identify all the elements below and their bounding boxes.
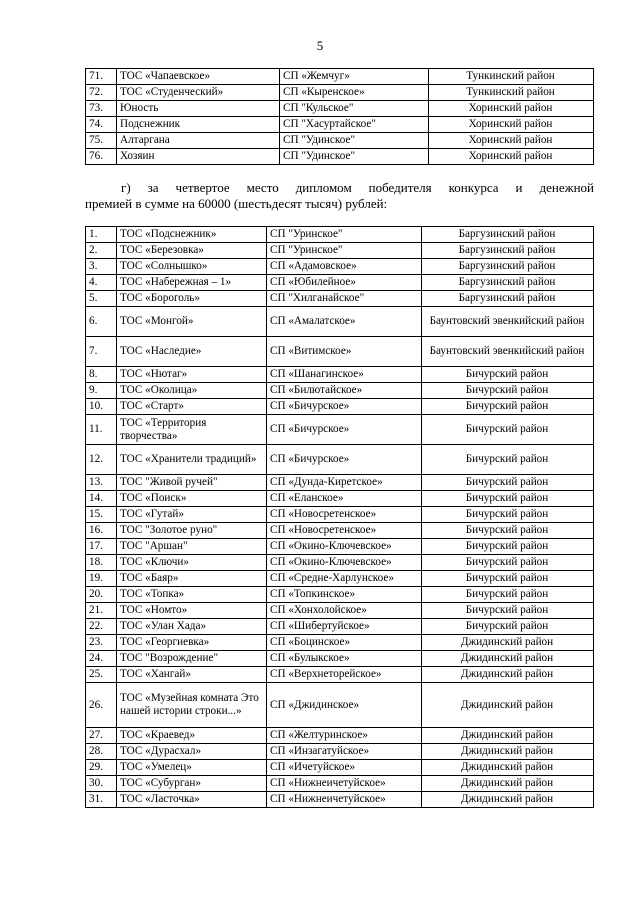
district: Баунтовский эвенкийский район	[422, 307, 594, 337]
settlement: СП «Желтуринское»	[267, 728, 422, 744]
tos-name: ТОС «Наследие»	[117, 337, 267, 367]
row-number: 71.	[86, 69, 117, 85]
tos-name: Хозяин	[117, 149, 280, 165]
row-number: 26.	[86, 683, 117, 728]
settlement: СП "Хилганайское"	[267, 291, 422, 307]
settlement: СП «Кыренское»	[280, 85, 429, 101]
district: Бичурский район	[422, 445, 594, 475]
settlement: СП «Инзагатуйское»	[267, 744, 422, 760]
settlement: СП «Нижнеичетуйское»	[267, 792, 422, 808]
row-number: 21.	[86, 603, 117, 619]
row-number: 16.	[86, 523, 117, 539]
row-number: 74.	[86, 117, 117, 133]
row-number: 3.	[86, 259, 117, 275]
row-number: 20.	[86, 587, 117, 603]
row-number: 28.	[86, 744, 117, 760]
settlement: СП «Юбилейное»	[267, 275, 422, 291]
tos-name: ТОС «Хангай»	[117, 667, 267, 683]
table-row	[86, 792, 594, 808]
tos-name: ТОС «Дурасхал»	[117, 744, 267, 760]
district: Бичурский район	[422, 555, 594, 571]
tos-name: ТОС «Бороголь»	[117, 291, 267, 307]
table-row	[86, 683, 594, 728]
table-row	[86, 259, 594, 275]
tos-name: ТОС «Монгой»	[117, 307, 267, 337]
district: Бичурский район	[422, 383, 594, 399]
row-number: 11.	[86, 415, 117, 445]
row-number: 4.	[86, 275, 117, 291]
settlement: СП «Бичурское»	[267, 399, 422, 415]
settlement: СП «Бичурское»	[267, 445, 422, 475]
district: Джидинский район	[422, 760, 594, 776]
tos-name: ТОС «Музейная комната Это нашей истории строки...»	[117, 683, 267, 728]
settlement: СП «Амалатское»	[267, 307, 422, 337]
row-number: 73.	[86, 101, 117, 117]
table-row	[86, 760, 594, 776]
table-row	[86, 667, 594, 683]
table-row	[86, 399, 594, 415]
tos-name: ТОС «Хранители традиций»	[117, 445, 267, 475]
row-number: 2.	[86, 243, 117, 259]
table-row	[86, 619, 594, 635]
tos-name: ТОС «Топка»	[117, 587, 267, 603]
tos-name: Юность	[117, 101, 280, 117]
settlement: СП «Шибертуйское»	[267, 619, 422, 635]
district: Бичурский район	[422, 619, 594, 635]
row-number: 31.	[86, 792, 117, 808]
settlement: СП «Средне-Харлунское»	[267, 571, 422, 587]
settlement: СП «Верхнеторейское»	[267, 667, 422, 683]
tos-name: ТОС "Золотое руно"	[117, 523, 267, 539]
row-number: 5.	[86, 291, 117, 307]
settlement: СП "Уринское"	[267, 227, 422, 243]
settlement: СП «Адамовское»	[267, 259, 422, 275]
district: Баргузинский район	[422, 243, 594, 259]
tos-name: ТОС "Живой ручей"	[117, 475, 267, 491]
table-row	[86, 507, 594, 523]
row-number: 17.	[86, 539, 117, 555]
row-number: 22.	[86, 619, 117, 635]
district: Джидинский район	[422, 728, 594, 744]
table-row	[86, 149, 594, 165]
table-row	[86, 651, 594, 667]
tos-name: ТОС «Субурган»	[117, 776, 267, 792]
settlement: СП «Жемчуг»	[280, 69, 429, 85]
table-row	[86, 275, 594, 291]
settlement: СП «Бичурское»	[267, 415, 422, 445]
settlement: СП «Еланское»	[267, 491, 422, 507]
row-number: 1.	[86, 227, 117, 243]
row-number: 9.	[86, 383, 117, 399]
tos-name: ТОС «Ласточка»	[117, 792, 267, 808]
tos-name: ТОС «Старт»	[117, 399, 267, 415]
table-row	[86, 744, 594, 760]
tos-name: Подснежник	[117, 117, 280, 133]
tos-name: ТОС «Умелец»	[117, 760, 267, 776]
row-number: 72.	[86, 85, 117, 101]
table-row	[86, 383, 594, 399]
tos-name: ТОС "Возрождение"	[117, 651, 267, 667]
tos-name: ТОС «Студенческий»	[117, 85, 280, 101]
district: Бичурский район	[422, 491, 594, 507]
district: Джидинский район	[422, 683, 594, 728]
district: Хоринский район	[429, 133, 594, 149]
tos-name: ТОС «Номто»	[117, 603, 267, 619]
row-number: 10.	[86, 399, 117, 415]
row-number: 14.	[86, 491, 117, 507]
tos-name: ТОС «Гутай»	[117, 507, 267, 523]
district: Баргузинский район	[422, 227, 594, 243]
row-number: 75.	[86, 133, 117, 149]
row-number: 25.	[86, 667, 117, 683]
tos-name: Алтаргана	[117, 133, 280, 149]
table-row	[86, 491, 594, 507]
table-row	[86, 243, 594, 259]
district: Бичурский район	[422, 523, 594, 539]
district: Бичурский район	[422, 367, 594, 383]
tos-name: ТОС «Поиск»	[117, 491, 267, 507]
tos-name: ТОС «Улан Хада»	[117, 619, 267, 635]
tos-name: ТОС «Территория творчества»	[117, 415, 267, 445]
paragraph-line-2: премией в сумме на 60000 (шестьдесят тысяч) рублей:	[85, 196, 388, 211]
page-number: 5	[316, 38, 324, 53]
settlement: СП «Окино-Ключевское»	[267, 555, 422, 571]
table-row	[86, 587, 594, 603]
district: Джидинский район	[422, 635, 594, 651]
district: Бичурский район	[422, 587, 594, 603]
fourth-place-paragraph	[85, 180, 594, 212]
table-row	[86, 603, 594, 619]
tos-name: ТОС «Околица»	[117, 383, 267, 399]
table-row	[86, 539, 594, 555]
table-row	[86, 307, 594, 337]
row-number: 13.	[86, 475, 117, 491]
settlement: СП "Удинское"	[280, 133, 429, 149]
settlement: СП «Топкинское»	[267, 587, 422, 603]
district: Бичурский район	[422, 399, 594, 415]
settlement: СП «Хонхолойское»	[267, 603, 422, 619]
district: Тункинский район	[429, 85, 594, 101]
district: Баргузинский район	[422, 259, 594, 275]
tos-name: ТОС «Нютаг»	[117, 367, 267, 383]
row-number: 8.	[86, 367, 117, 383]
fourth-place-table	[85, 226, 594, 808]
settlement: СП "Удинское"	[280, 149, 429, 165]
district: Хоринский район	[429, 101, 594, 117]
settlement: СП «Джидинское»	[267, 683, 422, 728]
table-row	[86, 101, 594, 117]
row-number: 76.	[86, 149, 117, 165]
table-row	[86, 728, 594, 744]
district: Хоринский район	[429, 117, 594, 133]
district: Бичурский район	[422, 475, 594, 491]
district: Бичурский район	[422, 603, 594, 619]
row-number: 19.	[86, 571, 117, 587]
settlement: СП "Уринское"	[267, 243, 422, 259]
table-row	[86, 445, 594, 475]
table-row	[86, 415, 594, 445]
tos-name: ТОС «Георгиевка»	[117, 635, 267, 651]
tos-name: ТОС «Подснежник»	[117, 227, 267, 243]
row-number: 18.	[86, 555, 117, 571]
district: Бичурский район	[422, 539, 594, 555]
settlement: СП «Билютайское»	[267, 383, 422, 399]
table-row	[86, 571, 594, 587]
district: Джидинский район	[422, 651, 594, 667]
table-row	[86, 776, 594, 792]
district: Бичурский район	[422, 571, 594, 587]
district: Бичурский район	[422, 415, 594, 445]
row-number: 7.	[86, 337, 117, 367]
tos-name: ТОС «Ключи»	[117, 555, 267, 571]
tos-name: ТОС «Березовка»	[117, 243, 267, 259]
settlement: СП «Ичетуйское»	[267, 760, 422, 776]
district: Баргузинский район	[422, 291, 594, 307]
settlement: СП "Хасуртайское"	[280, 117, 429, 133]
district: Джидинский район	[422, 744, 594, 760]
tos-name: ТОС «Набережная – 1»	[117, 275, 267, 291]
table-row	[86, 555, 594, 571]
settlement: СП «Новосретенское»	[267, 523, 422, 539]
table-row	[86, 291, 594, 307]
district: Хоринский район	[429, 149, 594, 165]
district: Джидинский район	[422, 776, 594, 792]
row-number: 30.	[86, 776, 117, 792]
row-number: 6.	[86, 307, 117, 337]
settlement: СП «Нижнеичетуйское»	[267, 776, 422, 792]
settlement: СП "Кульское"	[280, 101, 429, 117]
table-row	[86, 117, 594, 133]
row-number: 27.	[86, 728, 117, 744]
row-number: 23.	[86, 635, 117, 651]
table-row	[86, 635, 594, 651]
tos-name: ТОС «Баяр»	[117, 571, 267, 587]
tos-name: ТОС «Краевед»	[117, 728, 267, 744]
settlement: СП «Новосретенское»	[267, 507, 422, 523]
row-number: 29.	[86, 760, 117, 776]
district: Баунтовский эвенкийский район	[422, 337, 594, 367]
district: Тункинский район	[429, 69, 594, 85]
table-row	[86, 69, 594, 85]
table-row	[86, 85, 594, 101]
settlement: СП «Шанагинское»	[267, 367, 422, 383]
settlement: СП «Дунда-Киретское»	[267, 475, 422, 491]
table-row	[86, 523, 594, 539]
district: Джидинский район	[422, 792, 594, 808]
table-row	[86, 337, 594, 367]
district: Баргузинский район	[422, 275, 594, 291]
row-number: 24.	[86, 651, 117, 667]
winners-table-continued	[85, 68, 594, 165]
district: Джидинский район	[422, 667, 594, 683]
settlement: СП «Окино-Ключевское»	[267, 539, 422, 555]
table-row	[86, 367, 594, 383]
district: Бичурский район	[422, 507, 594, 523]
tos-name: ТОС «Солнышко»	[117, 259, 267, 275]
settlement: СП «Боцинское»	[267, 635, 422, 651]
table-row	[86, 475, 594, 491]
settlement: СП «Булыкское»	[267, 651, 422, 667]
table-row	[86, 227, 594, 243]
row-number: 15.	[86, 507, 117, 523]
tos-name: ТОС «Чапаевское»	[117, 69, 280, 85]
paragraph-line-1: г) за четвертое место дипломом победителя конкурса и денежной	[121, 180, 594, 195]
tos-name: ТОС "Аршан"	[117, 539, 267, 555]
table-row	[86, 133, 594, 149]
settlement: СП «Витимское»	[267, 337, 422, 367]
row-number: 12.	[86, 445, 117, 475]
